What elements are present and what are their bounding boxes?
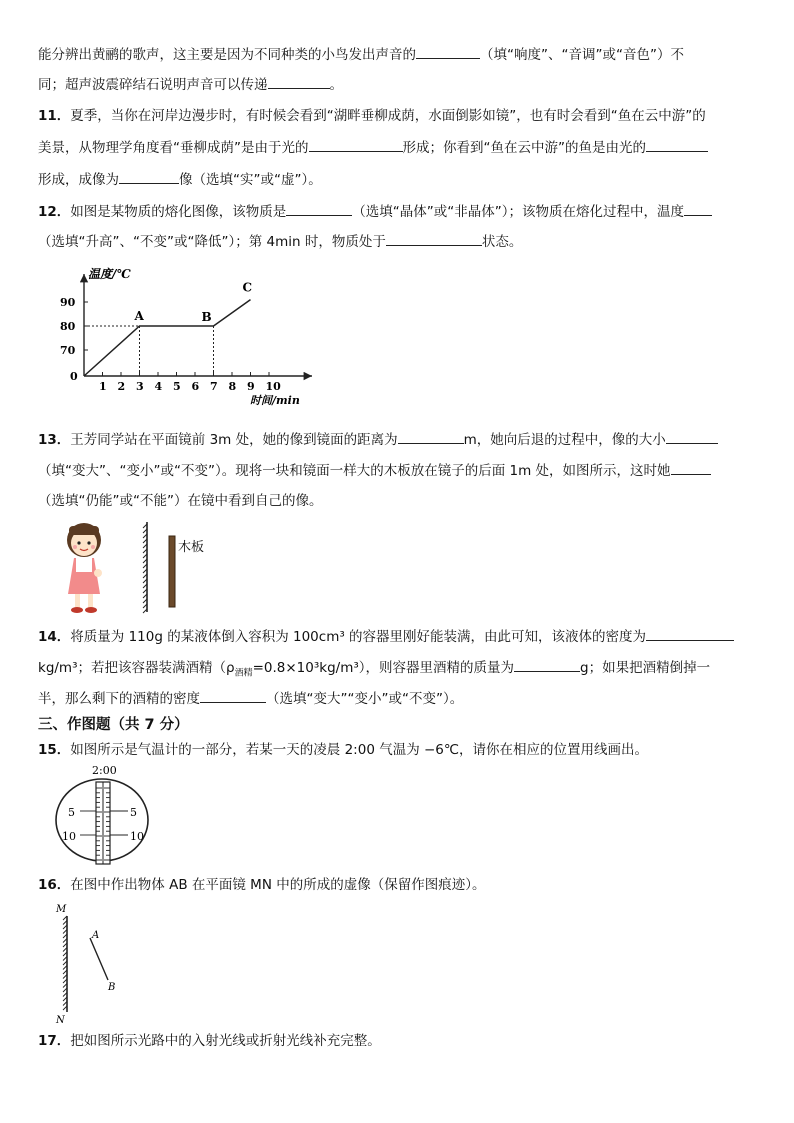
answer-blank[interactable] [514,657,580,672]
x-tick-label: 8 [228,380,237,393]
q14-line2: kg/m³；若把该容器装满酒精$(\rho_{酒精}=0.8\times 10^3kg/m^3)$，则容器里酒精的质量为 g；如果把酒精倒掉一 [38,657,710,684]
right-scale-5: 5 [130,806,137,819]
answer-blank[interactable] [119,169,179,184]
q12-line1: 12．如图是某物质的熔化图像，该物质是 （选填“晶体”或“非晶体”）；该物质在熔化过程中，温度 [38,201,712,222]
answer-blank[interactable] [646,626,734,641]
mirror-label-n: N [56,1015,65,1026]
left-scale-5: 5 [68,806,75,819]
point-label-c: C [242,280,253,295]
wooden-board [169,536,175,607]
q13-line1: 13．王芳同学站在平面镜前 3m 处，她的像到镜面的距离为 m，她向后退的过程中，像的大小 [38,429,718,450]
q10-line2: 同；超声波震碎结石说明声音可以传递 。 [38,74,343,95]
q11-line3: 形成，成像为 像（选填“实”或“虚”）。 [38,169,322,190]
dotted-guides [84,326,214,376]
x-tick-label: 5 [173,380,181,393]
left-scale-10: 10 [62,830,76,843]
question-number: 13． [38,432,71,448]
answer-blank[interactable] [671,460,711,475]
board-label: 木板 [178,540,205,555]
right-scale-10: 10 [130,830,144,843]
x-tick-label: 6 [191,380,200,393]
thermometer-figure [54,764,164,868]
answer-blank[interactable] [646,137,708,152]
question-number: 15． [38,742,71,758]
origin-label: 0 [70,370,78,383]
x-tick-label: 2 [117,380,126,393]
melting-curve-chart [50,262,330,412]
q13-line2: （填“变大”、“变小”或“不变”）。现将一块和镜面一样大的木板放在镜子的后面 1m 处，如图所示，这时她 [38,460,711,481]
melting-curve-line [84,300,251,376]
q17-line: 17．把如图所示光路中的入射光线或折射光线补充完整。 [38,1033,381,1049]
answer-blank[interactable] [200,688,266,703]
y-tick-label: 80 [60,320,76,333]
time-label: 2:00 [92,764,117,777]
point-label-a: A [134,309,144,323]
q14-line3: 半，那么剩下的酒精的密度 （选填“变大”“变小”或“不变”）。 [38,688,463,709]
girl-illustration [67,523,102,613]
y-axis-label: 温度/℃ [88,267,131,281]
question-number: 17． [38,1033,71,1049]
section-heading: 三、作图题（共 7 分） [38,717,189,733]
answer-blank[interactable] [386,231,482,246]
y-tick-label: 90 [60,296,76,309]
x-tick-label: 3 [136,380,144,393]
question-number: 11． [38,108,71,124]
answer-blank[interactable] [286,201,352,216]
girl-mirror-figure [50,518,250,618]
point-a-label: A [92,930,100,941]
answer-blank[interactable] [684,201,712,216]
answer-blank[interactable] [398,429,464,444]
mirror-label-m: M [56,904,67,915]
question-number: 14． [38,629,71,645]
answer-blank[interactable] [666,429,718,444]
q11-line2: 美景，从物理学角度看“垂柳成荫”是由于光的 形成；你看到“鱼在云中游”的鱼是由光的 [38,137,708,158]
x-tick-label: 4 [154,380,163,393]
answer-blank[interactable] [268,74,330,89]
question-number: 12． [38,204,71,220]
q10-line1: 能分辨出黄鹂的歌声，这主要是因为不同种类的小鸟发出声音的 （填“响度”、“音调”或“音色”）不 [38,44,684,65]
plane-mirror [143,522,147,613]
q12-line2: （选填“升高”、“不变”或“降低”）；第 4min 时，物质处于 状态。 [38,231,522,252]
y-tick-label: 70 [60,344,76,357]
object-ab [90,938,108,980]
answer-blank[interactable] [309,137,403,152]
q14-line1: 14．将质量为 110g 的某液体倒入容积为 100cm³ 的容器里刚好能装满，由此可知，该液体的密度为 [38,626,734,647]
x-tick-labels [99,372,281,393]
mirror-mn-figure [52,900,132,1026]
q11-line1: 11．夏季，当你在河岸边漫步时，有时候会看到“湖畔垂柳成荫，水面倒影如镜”，也有时会看到“鱼在云中游”的 [38,108,706,124]
x-tick-label: 10 [265,380,281,393]
q13-line3: （选填“仍能”或“不能”）在镜中看到自己的像。 [38,493,323,509]
q16-line: 16．在图中作出物体 AB 在平面镜 MN 中的所成的虚像（保留作图痕迹）。 [38,877,486,893]
q15-line: 15．如图所示是气温计的一部分，若某一天的凌晨 2:00 气温为 −6℃，请你在相应的位置用线画出。 [38,742,649,758]
point-labels [134,281,253,324]
point-label-b: B [201,310,212,324]
x-axis-label: 时间/min [250,394,300,407]
answer-blank[interactable] [416,44,480,59]
x-tick-label: 9 [247,380,255,393]
question-number: 16． [38,877,71,893]
x-tick-label: 7 [210,380,218,393]
x-tick-label: 1 [99,380,107,393]
point-b-label: B [108,982,116,993]
